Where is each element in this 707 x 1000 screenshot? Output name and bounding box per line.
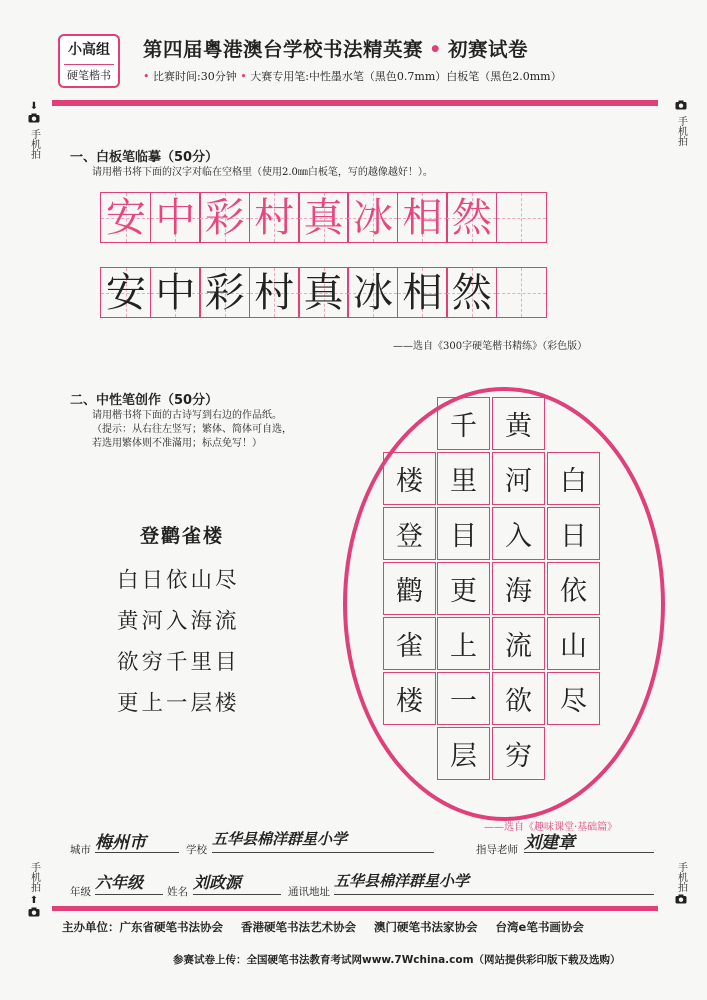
copy-cell[interactable]: 相 (397, 267, 448, 318)
name-label: 姓名 (167, 886, 188, 898)
artwork-cell: 日 (547, 507, 600, 560)
camera-icon (670, 100, 692, 114)
group-badge (58, 34, 120, 88)
artwork-cell: 依 (547, 562, 600, 615)
school-value: 五华县棉洋群星小学 (212, 830, 348, 848)
model-cell: 安 (100, 192, 151, 243)
school-field[interactable] (212, 828, 434, 853)
copy-cell[interactable] (496, 267, 547, 318)
title-exam: 初赛试卷 (447, 38, 528, 61)
model-cell: 村 (249, 192, 300, 243)
side-label: 手机拍 (28, 129, 40, 159)
camera-icon (23, 907, 45, 921)
top-rule (52, 100, 658, 106)
organizer: 香港硬笔书法艺术协会 (241, 920, 357, 934)
artwork-cell: 上 (437, 617, 490, 670)
poem-line: 白日依山尽 (117, 568, 240, 593)
copy-row (102, 267, 547, 318)
copy-cell[interactable]: 村 (249, 267, 300, 318)
artwork-cell: 目 (437, 507, 490, 560)
teacher-value: 刘建章 (524, 833, 575, 853)
section1-instruction: 请用楷书将下面的汉字对临在空格里（使用2.0㎜白板笔，写的越像越好！）。 (92, 167, 433, 178)
organizer: 广东省硬笔书法协会 (119, 920, 223, 934)
poem-title: 登鹳雀楼 (140, 525, 225, 547)
model-cell: 真 (298, 192, 349, 243)
city-field[interactable] (95, 828, 179, 853)
city-label: 城市 (70, 844, 91, 856)
upload-label: 参赛试卷上传： (173, 954, 247, 966)
poem-line: 更上一层楼 (117, 691, 240, 716)
artwork-column (383, 452, 436, 725)
bullet-icon: • (240, 70, 247, 83)
artwork-cell: 黄 (492, 397, 545, 450)
artwork-cell: 千 (437, 397, 490, 450)
side-mark-top-right (670, 100, 692, 146)
badge-group: 小高组 (68, 42, 110, 58)
model-row (102, 192, 547, 243)
exam-time: 比赛时间:30分钟 (153, 70, 237, 83)
artwork-cell: 鹳 (383, 562, 436, 615)
grade-label: 年级 (70, 886, 91, 898)
model-cell: 冰 (347, 192, 398, 243)
teacher-label: 指导老师 (476, 844, 518, 856)
section2-instruction-3: 若选用繁体则不准滿用；标点免写！） (92, 438, 262, 449)
section2-heading: 二、中性笔创作（50分） (70, 393, 219, 408)
artwork-cell: 河 (492, 452, 545, 505)
side-label: 手机拍 (675, 116, 687, 146)
artwork-cell: 楼 (383, 672, 436, 725)
copy-cell[interactable]: 冰 (347, 267, 398, 318)
artwork-cell: 入 (492, 507, 545, 560)
bullet-icon: • (143, 70, 150, 83)
school-label: 学校 (186, 844, 207, 856)
camera-icon (23, 113, 45, 127)
arrow-down-icon: ⬇ (29, 101, 39, 112)
camera-icon (670, 894, 692, 908)
address-value: 五华县棉洋群星小学 (334, 872, 470, 890)
organizers (62, 919, 584, 935)
copy-cell[interactable]: 真 (298, 267, 349, 318)
organizer: 台湾e笔书画协会 (495, 920, 584, 934)
pen-requirement: 大赛专用笔:中性墨水笔（黑色0.7mm）白板笔（黑色2.0mm） (250, 70, 562, 83)
page-title (143, 34, 528, 62)
grade-field[interactable] (95, 870, 163, 895)
bottom-rule (52, 906, 658, 911)
copy-cell[interactable]: 中 (150, 267, 201, 318)
name-value: 刘政源 (193, 873, 242, 892)
model-cell: 相 (397, 192, 448, 243)
title-main: 第四届粤港澳台学校书法精英赛 (143, 38, 424, 61)
side-label: 手机拍 (675, 862, 687, 892)
artwork-cell: 一 (437, 672, 490, 725)
section1-heading: 一、白板笔临摹（50分） (70, 150, 219, 165)
organizer: 澳门硬笔书法家协会 (374, 920, 478, 934)
artwork-cell: 欲 (492, 672, 545, 725)
artwork-cell: 里 (437, 452, 490, 505)
address-field[interactable] (334, 870, 654, 895)
artwork-cell: 登 (383, 507, 436, 560)
artwork-cell: 穷 (492, 727, 545, 780)
artwork-cell: 层 (437, 727, 490, 780)
artwork-cell: 白 (547, 452, 600, 505)
title-dot: • (429, 38, 442, 61)
section2-instruction-1: 请用楷书将下面的古诗写到右边的作品纸。 (92, 410, 282, 421)
teacher-field[interactable] (524, 828, 654, 853)
poem-line: 黄河入海流 (117, 609, 240, 634)
model-cell: 然 (446, 192, 497, 243)
model-cell: 中 (150, 192, 201, 243)
artwork-cell: 更 (437, 562, 490, 615)
side-mark-bottom-left (23, 862, 45, 921)
organizer-label: 主办单位： (62, 920, 120, 934)
section2-instruction-2: （提示：从右往左竖写；繁体、简体可自选， (92, 424, 292, 435)
copy-cell[interactable]: 彩 (199, 267, 250, 318)
copy-cell[interactable]: 然 (446, 267, 497, 318)
side-label: 手机拍 (28, 862, 40, 892)
artwork-cell: 雀 (383, 617, 436, 670)
artwork-column (547, 452, 600, 725)
arrow-up-icon: ⬆ (29, 895, 39, 906)
copy-cell[interactable]: 安 (100, 267, 151, 318)
grade-value: 六年级 (95, 873, 144, 892)
artwork-cell: 流 (492, 617, 545, 670)
upload-site[interactable]: 全国硬笔书法教育考试网www.7Wchina.com（网站提供彩印版下载及选购） (246, 954, 621, 966)
side-mark-top-left (23, 100, 45, 159)
upload-note (173, 952, 621, 967)
name-field[interactable] (193, 870, 281, 895)
artwork-column (492, 397, 545, 780)
artwork-cell: 山 (547, 617, 600, 670)
city-value: 梅州市 (95, 833, 146, 853)
artwork-cell: 尽 (547, 672, 600, 725)
subtitle (143, 68, 562, 84)
section2-source: ——选自《趣味课堂·基础篇》 (484, 822, 618, 833)
section1-source: ——选自《300字硬笔楷书精练》（彩色版） (393, 341, 588, 352)
badge-style: 硬笔楷书 (64, 64, 114, 83)
model-cell: 彩 (199, 192, 250, 243)
artwork-cell: 海 (492, 562, 545, 615)
address-label: 通讯地址 (288, 886, 330, 898)
artwork-cell: 楼 (383, 452, 436, 505)
model-cell (496, 192, 547, 243)
poem-line: 欲穷千里目 (117, 650, 240, 675)
side-mark-bottom-right (670, 862, 692, 908)
artwork-column (437, 397, 490, 780)
